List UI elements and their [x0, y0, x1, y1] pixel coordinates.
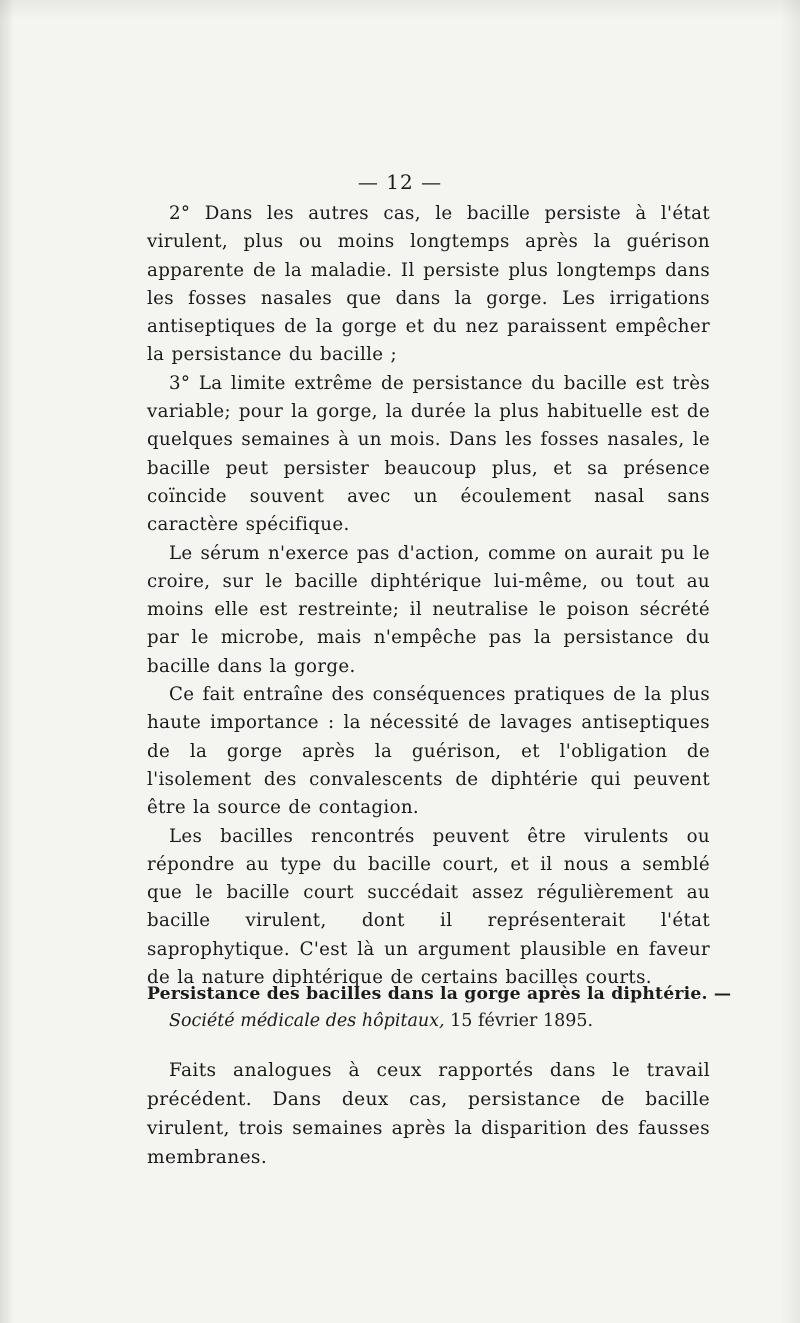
paragraph-3: Le sérum n'exerce pas d'action, comme on aurait pu le croire, sur le bacille diphtérique lui-même, ou tout au moins elle est restreinte; il neutralise le poison sécrété par le microbe, mais n'empêche pas la persistance du bacille dans la gorge. — [147, 542, 710, 677]
main-text — [147, 200, 710, 992]
section-title: Persistance des bacilles dans la gorge après la diphtérie. — — [147, 984, 732, 1004]
section-source — [147, 1008, 710, 1034]
paragraph-4: Ce fait entraîne des conséquences pratiques de la plus haute importance : la nécessité de lavages antiseptiques de la gorge après la guérison, et l'obligation de l'isolement des convalescents de diphtérie qui peuvent être la source de contagion. — [147, 684, 710, 819]
page-number: — 12 — — [357, 170, 443, 194]
section-paragraph: Faits analogues à ceux rapportés dans le travail précédent. Dans deux cas, persistance de bacille virulent, trois semaines après la disparition des fausses membranes. — [147, 1060, 710, 1168]
paragraph-1: 2° Dans les autres cas, le bacille persiste à l'état virulent, plus ou moins longtemps après la guérison apparente de la maladie. Il persiste plus longtemps dans les fosses nasales que dans la gorge. Les irrigations antiseptiques de la gorge et du nez paraissent empêcher la persistance du bacille ; — [147, 203, 710, 366]
source-journal: Société médicale des hôpitaux, — [169, 1011, 445, 1031]
paragraph-2: 3° La limite extrême de persistance du bacille est très variable; pour la gorge, la durée la plus habituelle est de quelques semaines à un mois. Dans les fosses nasales, le bacille peut persister beaucoup plus, et sa présence coïncide souvent avec un écoulement nasal sans caractère spécifique. — [147, 372, 710, 536]
section-body — [147, 1056, 710, 1172]
section-header — [147, 980, 732, 1034]
paragraph-5: Les bacilles rencontrés peuvent être virulents ou répondre au type du bacille court, et il nous a semblé que le bacille court succédait assez régulièrement au bacille virulent, dont il représenterait l'état saprophytique. C'est là un argument plausible en faveur de la nature diphtérique de certains bacilles courts. — [147, 825, 710, 989]
source-date: 15 février 1895. — [444, 1011, 594, 1031]
